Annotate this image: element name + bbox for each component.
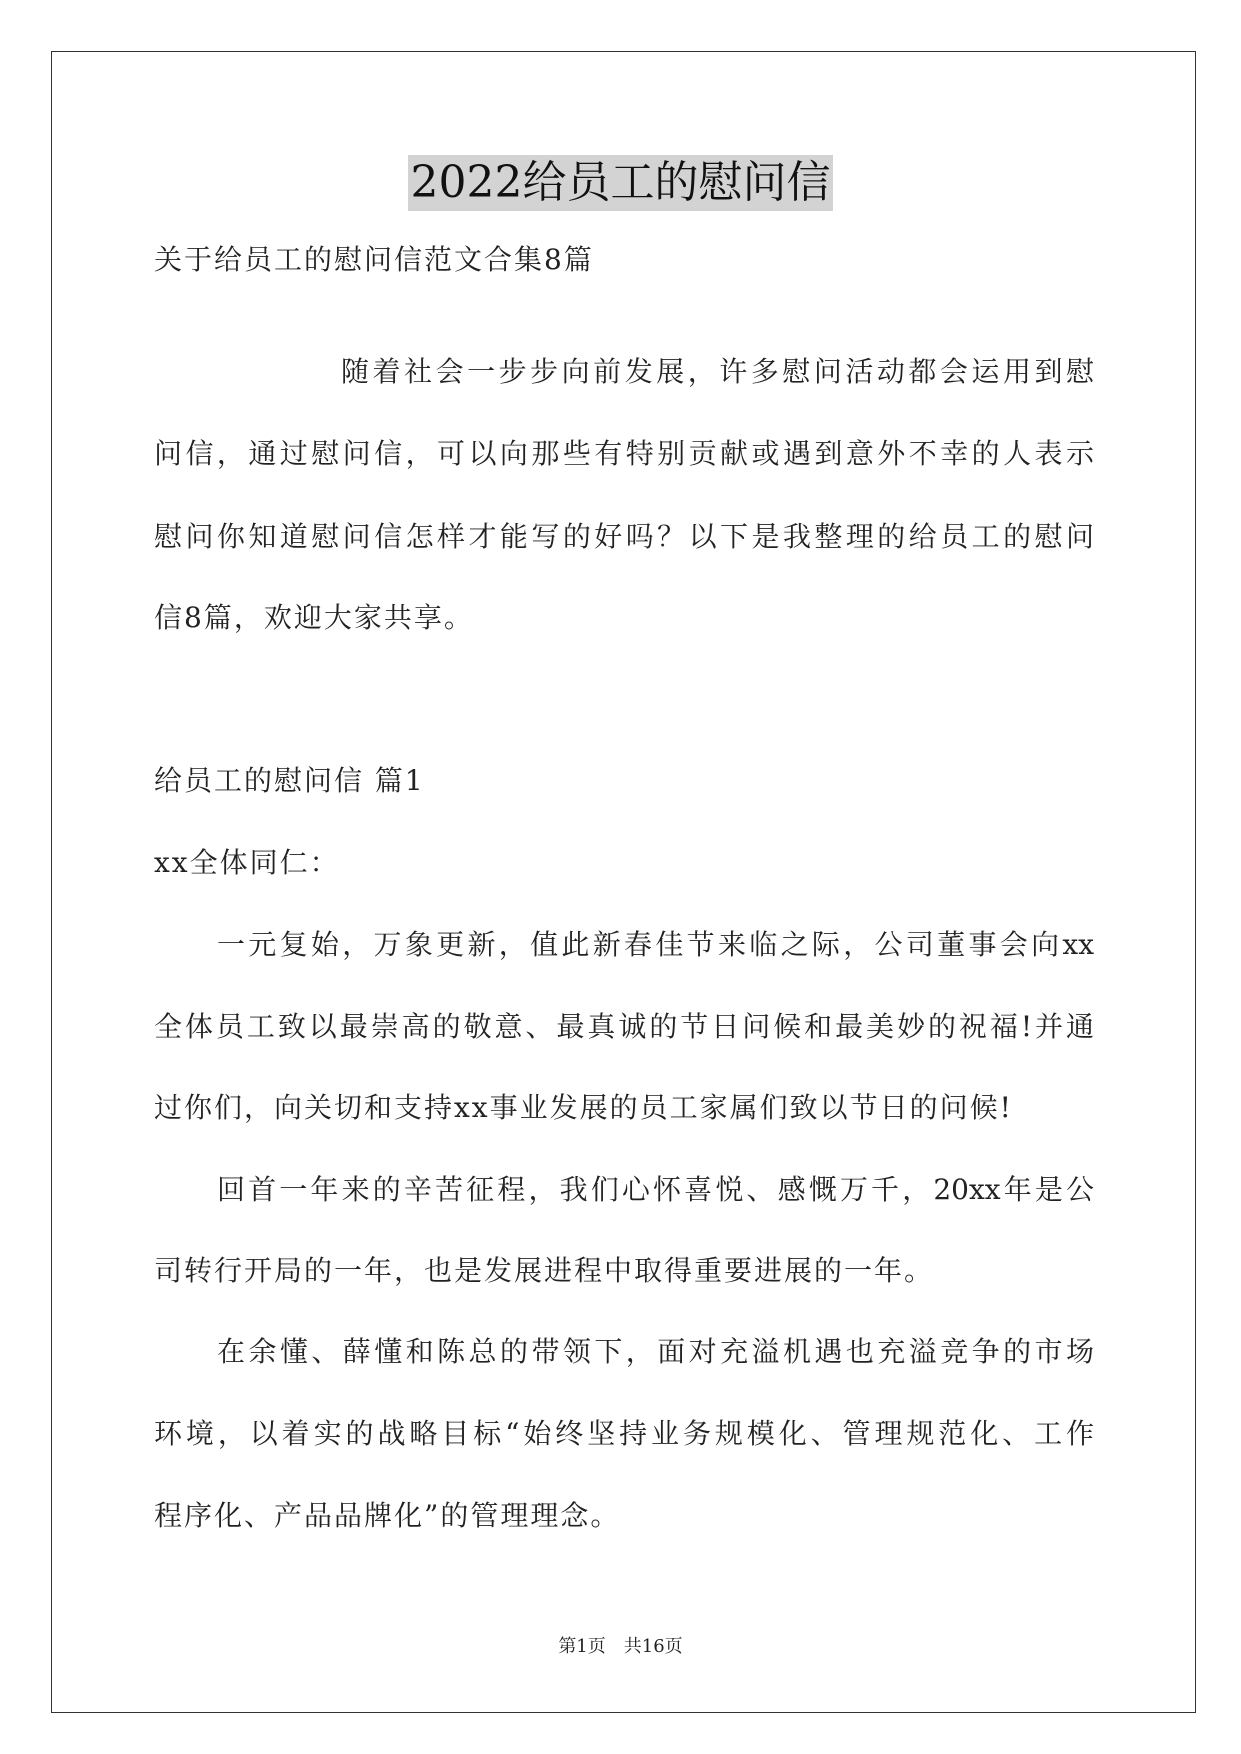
section-heading: 给员工的慰问信 篇1 <box>154 764 425 797</box>
paragraph-line: 回首一年来的辛苦征程，我们心怀喜悦、感慨万千，20xx年是公 <box>217 1173 1094 1206</box>
paragraph-line: 在余懂、薛懂和陈总的带领下，面对充溢机遇也充溢竞争的市场 <box>217 1335 1094 1368</box>
page-total: 共16页 <box>623 1636 683 1657</box>
paragraph-line: 程序化、产品品牌化”的管理理念。 <box>154 1499 621 1532</box>
paragraph-line: 全体员工致以最崇高的敬意、最真诚的节日问候和最美妙的祝福!并通 <box>154 1010 1094 1043</box>
document-title: 2022给员工的慰问信 <box>408 155 834 211</box>
page-footer <box>0 1635 1241 1659</box>
paragraph-line: 环境，以着实的战略目标“始终坚持业务规模化、管理规范化、工作 <box>154 1417 1094 1450</box>
document-subtitle: 关于给员工的慰问信范文合集8篇 <box>154 243 594 276</box>
intro-line: 信8篇，欢迎大家共享。 <box>154 601 474 634</box>
paragraph-line: 司转行开局的一年，也是发展进程中取得重要进展的一年。 <box>154 1254 935 1287</box>
page-number: 第1页 <box>558 1636 606 1657</box>
intro-line: 随着社会一步步向前发展，许多慰问活动都会运用到慰 <box>341 355 1094 388</box>
intro-line: 问信，通过慰问信，可以向那些有特别贡献或遇到意外不幸的人表示 <box>154 437 1094 470</box>
paragraph-line: 一元复始，万象更新，值此新春佳节来临之际，公司董事会向xx <box>217 928 1094 961</box>
salutation: xx全体同仁： <box>154 846 340 879</box>
paragraph-line: 过你们，向关切和支持xx事业发展的员工家属们致以节日的问候! <box>154 1091 1013 1124</box>
title-block <box>0 155 1241 211</box>
intro-line: 慰问你知道慰问信怎样才能写的好吗？以下是我整理的给员工的慰问 <box>154 520 1094 553</box>
